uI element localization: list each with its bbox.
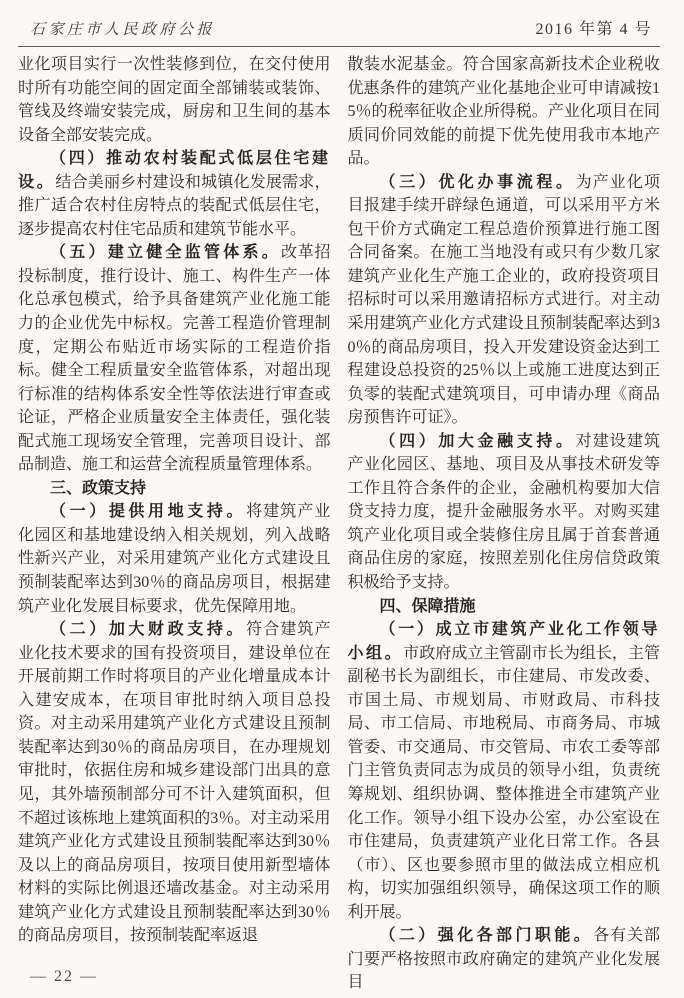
paragraph-text: 将建筑产业化园区和基地建设纳入相关规划，列入战略性新兴产业，对采用建筑产业化方式建设且预制装配率达到30％的商品房项目，根据建筑产业化发展目标要求，优先保障用地。 [18,503,331,615]
header-rule [18,46,660,47]
item-paragraph [18,241,331,476]
gazette-title: 石家庄市人民政府公报 [30,22,216,38]
page-header [18,14,660,39]
paragraph-text: 符合建筑产业化技术要求的国有投资项目，建设单位在开展前期工作时将项目的产业化增量成本计入建安成本，在项目审批时纳入项目总投资。对主动采用建筑产业化方式建设且预制装配率达到30％的商品房项目，在办理规划审批时，依据住房和城乡建设部门出具的意见，其外墙预制部分可不计入建筑面积，但不超过该栋地上建筑面积的3％。对主动采用建筑产业化方式建设且预制装配率达到30％及以上的商品房项目，按项目使用新型墙体材料的实际比例退还墙改基金。对主动采用建筑产业化方式建设且预制装配率达到30％的商品房项目，按预制装配率返退 [18,621,331,945]
paragraph-text: 各有关部门要严格按照市政府确定的建筑产业化发展目 [347,927,660,992]
item-paragraph [18,618,331,948]
item-paragraph [18,147,331,241]
paragraph-continuation [348,53,661,171]
issue-number: 2016 年第 4 号 [535,21,652,38]
page-number: — 22 — [30,968,98,985]
item-lead: （一）提供用地支持。 [50,503,247,521]
paragraph-text: 市政府成立主管副市长为组长，主管副秘书长为副组长，市住建局、市发改委、市国土局、市规划局、市财政局、市科技局、市工信局、市地税局、市商务局、市城管委、市交通局、市交管局、市农工委等部门主管负责同志为成员的领导小组，负责统筹规划、组织协调、整体推进全市建筑产业化工作。领导小组下设办公室，办公室设在市住建局，负责建筑产业化日常工作。各县（市）、区也要参照市里的做法成立相应机构，切实加强组织领导，确保这项工作的顺利开展。 [347,644,660,921]
paragraph-text: 结合美丽乡村建设和城镇化发展需求，推广适合农村住房特点的装配式低层住宅，逐步提高农村住宅品质和建筑节能水平。 [18,173,331,238]
document-body [18,53,660,995]
item-lead: （一）成立市建筑产业化工作领导小组。 [347,621,660,662]
item-paragraph [348,171,661,430]
item-paragraph [348,618,661,924]
page-footer [30,968,98,986]
item-lead: （四）加大金融支持。 [379,432,576,450]
item-paragraph [348,430,661,595]
paragraph-text: 改革招投标制度，推行设计、施工、构件生产一体化总承包模式，给予具备建筑产业化施工能力的企业优先中标权。完善工程造价管理制度，定期公布贴近市场实际的工程造价指标。健全工程质量安全监管体系，对超出现行标准的结构体系安全性等依法进行审查或论证，严格企业质量安全主体责任，强化装配式施工现场安全管理，完善项目设计、部品制造、施工和运营全流程质量管理体系。 [18,244,331,474]
section-heading: 四、保障措施 [379,597,476,615]
right-column [348,53,661,995]
item-lead: （四）推动农村装配式低层住宅建设。 [18,150,331,191]
paragraph-text: 对建设建筑产业化园区、基地、项目及从事技术研发等工作且符合条件的企业，金融机构要加大信贷支持力度，提升金融服务水平。对购买建筑产业化项目或全装修住房且属于首套普通商品住房的家庭，按照差别化住房信贷政策积极给予支持。 [347,432,660,592]
item-paragraph [18,500,331,618]
paragraph-continuation [18,53,331,147]
left-column [18,53,331,995]
paragraph-text: 为产业化项目报建手续开辟绿色通道，可以采用平方米包干价方式确定工程总造价预算进行施工图合同备案。在施工当地没有或只有少数几家建筑产业化生产施工企业的，政府投资项目招标时可以采用邀请招标方式进行。对主动采用建筑产业化方式建设且预制装配率达到30％的商品房项目，投入开发建设资金达到工程建设总投资的25％以上或施工进度达到正负零的装配式建筑项目，可申请办理《商品房预售许可证》。 [347,173,660,427]
item-paragraph [348,924,661,995]
paragraph-text: 散装水泥基金。符合国家高新技术企业税收优惠条件的建筑产业化基地企业可申请减按15％的税率征收企业所得税。产业化项目在同质同价同效能的前提下优先使用我市本地产品。 [347,56,660,168]
item-lead: （三）优化办事流程。 [379,173,576,191]
item-lead: （二）加大财政支持。 [50,621,247,639]
item-lead: （五）建立健全监管体系。 [50,244,281,262]
section-heading: 三、政策支持 [50,479,147,497]
paragraph-text: 业化项目实行一次性装修到位，在交付使用时所有功能空间的固定面全部铺装或装饰、管线及终端安装完成，厨房和卫生间的基本设备全部安装完成。 [18,56,331,144]
item-lead: （二）强化各部门职能。 [379,927,594,945]
